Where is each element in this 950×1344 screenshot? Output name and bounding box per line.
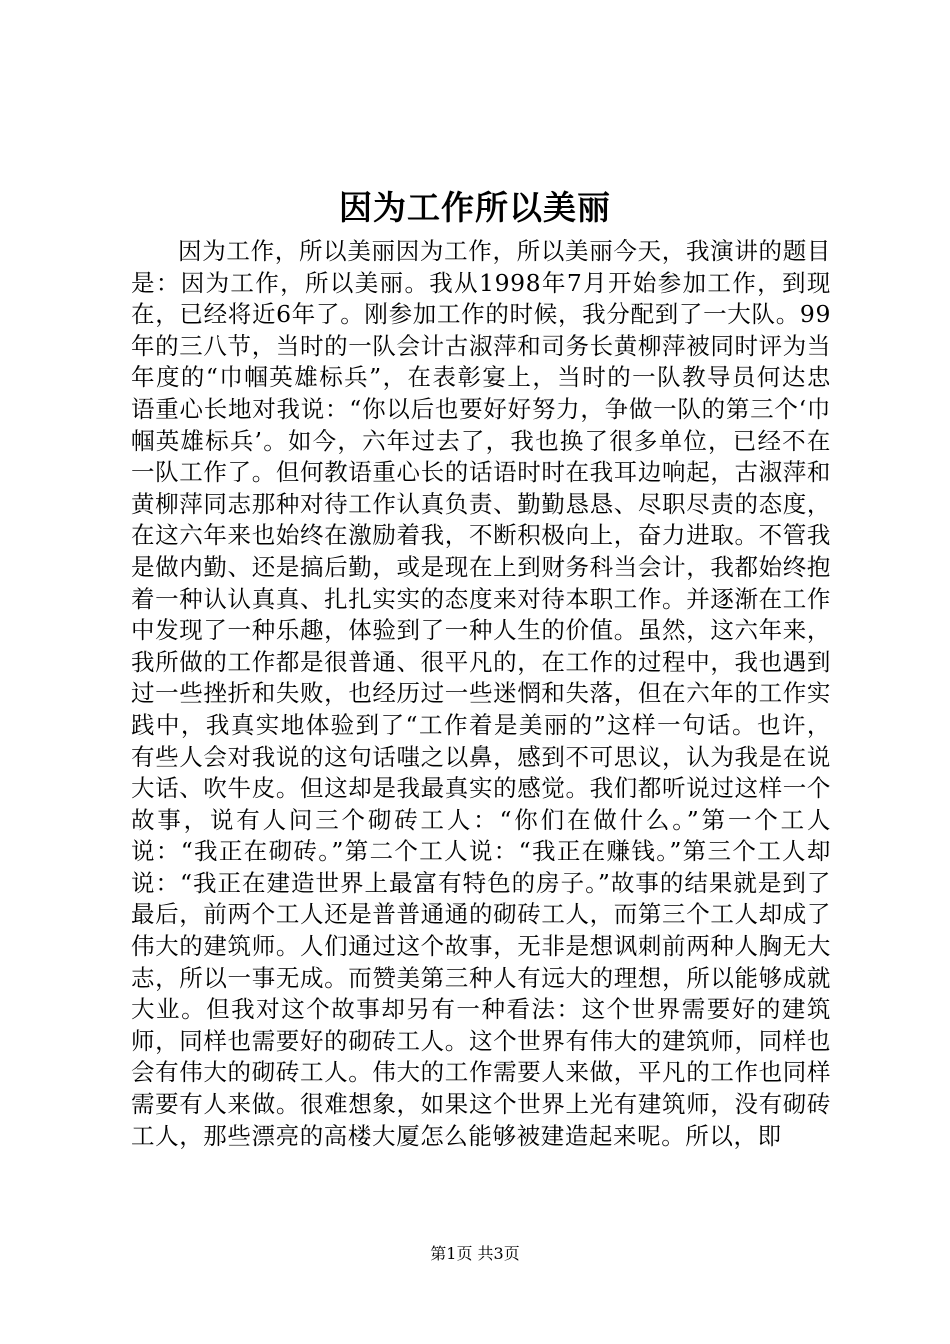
page-number-footer: 第1页 共3页 bbox=[430, 1244, 520, 1263]
document-title: 因为工作所以美丽 bbox=[339, 188, 611, 227]
document-body-paragraph: 因为工作，所以美丽因为工作，所以美丽今天，我演讲的题目是：因为工作，所以美丽。我从1998年7月开始参加工作，到现在，已经将近6年了。刚参加工作的时候，我分配到了一大队。99年的三八节，当时的一队会计古淑萍和司务长黄柳萍被同时评为当年度的“巾帼英雄标兵”，在表彰宴上，当时的一队教导员何达忠语重心长地对我说：“你以后也要好好努力，争做一队的第三个‘巾帼英雄标兵’。如今，六年过去了，我也换了很多单位，已经不在一队工作了。但何教语重心长的话语时时在我耳边响起，古淑萍和黄柳萍同志那种对待工作认真负责、勤勤恳恳、尽职尽责的态度，在这六年来也始终在激励着我，不断积极向上，奋力进取。不管我是做内勤、还是搞后勤，或是现在上到财务科当会计，我都始终抱着一种认认真真、扎扎实实的态度来对待本职工作。并逐渐在工作中发现了一种乐趣，体验到了一种人生的价值。虽然，这六年来，我所做的工作都是很普通、很平凡的，在工作的过程中，我也遇到过一些挫折和失败，也经历过一些迷惘和失落，但在六年的工作实践中，我真实地体验到了“工作着是美丽的”这样一句话。也许，有些人会对我说的这句话嗤之以鼻，感到不可思议，认为我是在说大话、吹牛皮。但这却是我最真实的感觉。我们都听说过这样一个故事，说有人问三个砌砖工人：“你们在做什么。”第一个工人说：“我正在砌砖。”第二个工人说：“我正在赚钱。”第三个工人却说：“我正在建造世界上最富有特色的房子。”故事的结果就是到了最后，前两个工人还是普普通通的砌砖工人，而第三个工人却成了伟大的建筑师。人们通过这个故事，无非是想讽刺前两种人胸无大志，所以一事无成。而赞美第三种人有远大的理想，所以能够成就大业。但我对这个故事却另有一种看法：这个世界需要好的建筑师，同样也需要好的砌砖工人。这个世界有伟大的建筑师，同样也会有伟大的砌砖工人。伟大的工作需要人来做，平凡的工作也同样需要有人来做。很难想象，如果这个世界上光有建筑师，没有砌砖工人，那些漂亮的高楼大厦怎么能够被建造起来呢。所以，即 bbox=[131, 237, 831, 1150]
